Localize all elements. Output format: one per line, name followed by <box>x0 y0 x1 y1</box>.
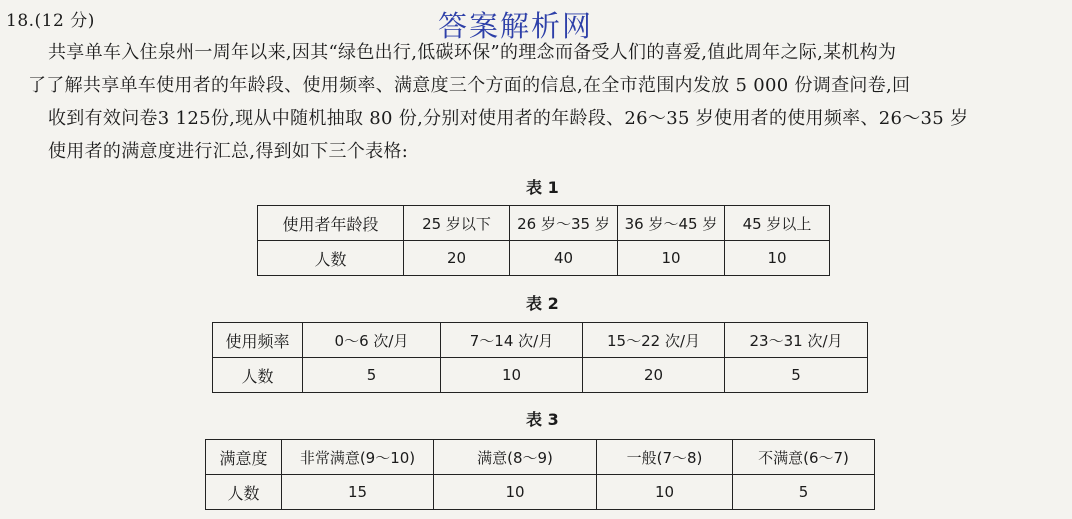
satisfaction-table <box>205 439 875 510</box>
table-header-cell: 满意度 <box>206 440 282 475</box>
paragraph-line: 了了解共享单车使用者的年龄段、使用频率、满意度三个方面的信息,在全市范围内发放 5 000 份调查问卷,回 <box>28 75 911 96</box>
table-header-cell: 0～6 次/月 <box>303 323 441 358</box>
table-row <box>206 475 875 510</box>
table-header-cell: 满意(8～9) <box>434 440 597 475</box>
table-header-cell: 26 岁～35 岁 <box>510 206 618 241</box>
table-cell: 10 <box>434 475 597 510</box>
table1-caption: 表 1 <box>526 178 559 197</box>
table-cell: 人数 <box>258 241 404 276</box>
table-header-cell: 36 岁～45 岁 <box>618 206 725 241</box>
table-header-cell: 45 岁以上 <box>725 206 830 241</box>
table-cell: 人数 <box>206 475 282 510</box>
usage-frequency-table <box>212 322 868 393</box>
table-cell: 40 <box>510 241 618 276</box>
age-group-table <box>257 205 830 276</box>
table-cell: 20 <box>404 241 510 276</box>
table-cell: 5 <box>725 358 868 393</box>
table-header-cell: 23～31 次/月 <box>725 323 868 358</box>
table-cell: 10 <box>725 241 830 276</box>
question-paragraph <box>28 36 1048 168</box>
table-row <box>213 358 868 393</box>
table3-caption: 表 3 <box>526 410 559 429</box>
table-header-row <box>213 323 868 358</box>
site-watermark: 答案解析网 <box>438 9 594 43</box>
table-header-cell: 使用者年龄段 <box>258 206 404 241</box>
table-header-row <box>258 206 830 241</box>
table-cell: 10 <box>618 241 725 276</box>
table-cell: 15 <box>282 475 434 510</box>
table-cell: 10 <box>441 358 583 393</box>
table-row <box>258 241 830 276</box>
table-header-cell: 15～22 次/月 <box>583 323 725 358</box>
table2-caption: 表 2 <box>526 294 559 313</box>
paragraph-line: 共享单车入住泉州一周年以来,因其“绿色出行,低碳环保”的理念而备受人们的喜爱,值此周年之际,某机构为 <box>48 42 897 63</box>
table-cell: 人数 <box>213 358 303 393</box>
paragraph-line: 收到有效问卷3 125份,现从中随机抽取 80 份,分别对使用者的年龄段、26～35 岁使用者的使用频率、26～35 岁 <box>48 108 969 129</box>
table-header-cell: 非常满意(9～10) <box>282 440 434 475</box>
table-cell: 5 <box>733 475 875 510</box>
table-header-row <box>206 440 875 475</box>
table-header-cell: 25 岁以下 <box>404 206 510 241</box>
table-cell: 5 <box>303 358 441 393</box>
table-cell: 20 <box>583 358 725 393</box>
table-header-cell: 不满意(6～7) <box>733 440 875 475</box>
paragraph-line: 使用者的满意度进行汇总,得到如下三个表格: <box>48 141 409 162</box>
question-number: 18.(12 分) <box>6 11 95 31</box>
table-header-cell: 使用频率 <box>213 323 303 358</box>
table-header-cell: 7～14 次/月 <box>441 323 583 358</box>
table-header-cell: 一般(7～8) <box>597 440 733 475</box>
table-cell: 10 <box>597 475 733 510</box>
